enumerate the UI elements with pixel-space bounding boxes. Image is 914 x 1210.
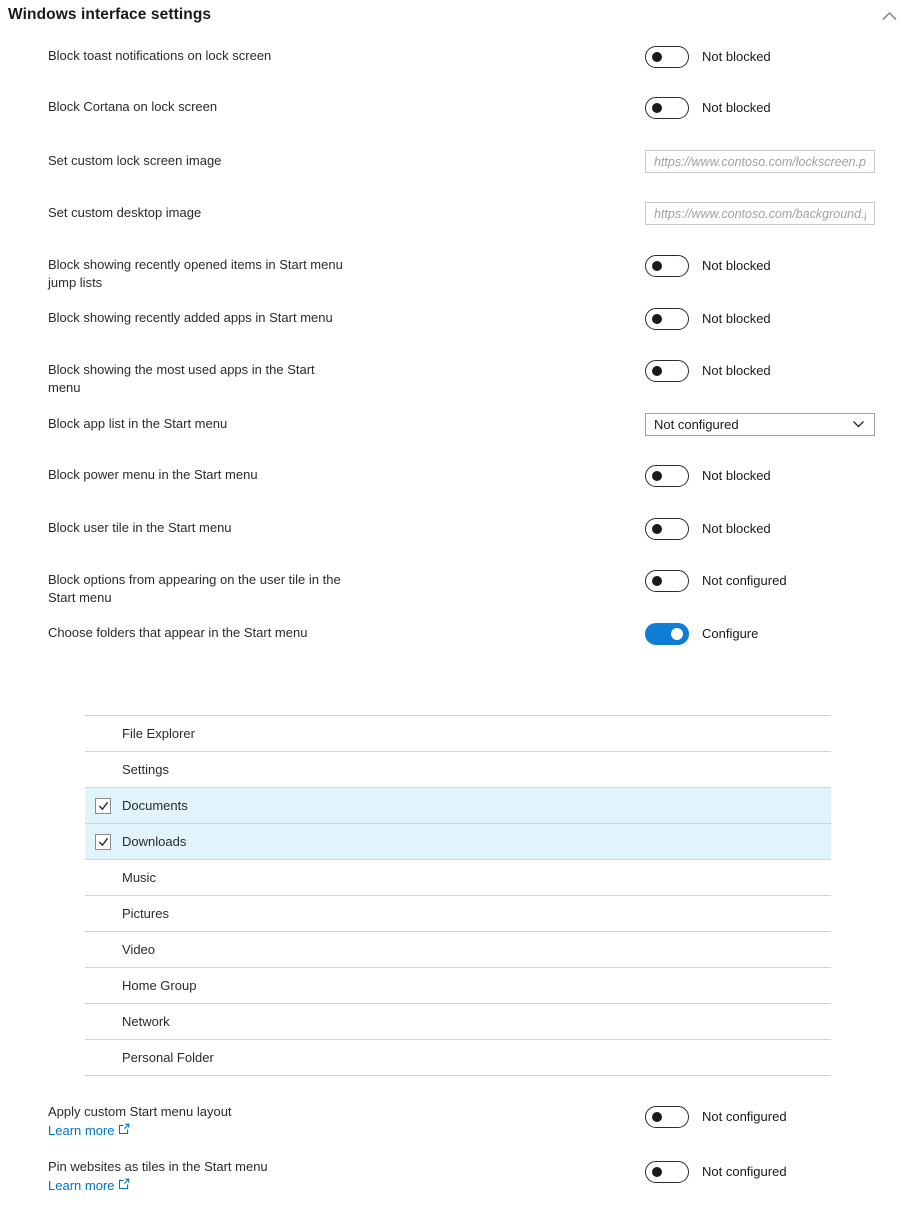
folder-label: Video xyxy=(122,942,156,957)
toggle-status-label: Configure xyxy=(702,626,759,641)
toggle-block-power-menu[interactable] xyxy=(645,465,689,487)
toggle-knob xyxy=(652,103,662,113)
setting-label: Block user tile in the Start menu xyxy=(48,520,232,535)
toggle-knob xyxy=(652,261,662,271)
folder-label: Documents xyxy=(122,798,188,813)
section-title: Windows interface settings xyxy=(8,6,212,23)
learn-more-link[interactable] xyxy=(48,1122,130,1140)
setting-label: Pin websites as tiles in the Start menu xyxy=(48,1159,268,1174)
setting-label: Block Cortana on lock screen xyxy=(48,99,218,114)
toggle-status-label: Not blocked xyxy=(702,100,771,115)
lock-screen-image-url-input[interactable] xyxy=(645,150,875,173)
folder-label: Network xyxy=(122,1014,170,1029)
learn-more-label: Learn more xyxy=(48,1178,115,1193)
setting-label: Apply custom Start menu layout xyxy=(48,1104,232,1119)
toggle-knob xyxy=(652,52,662,62)
toggle-block-user-tile-options[interactable] xyxy=(645,570,689,592)
folder-label: Personal Folder xyxy=(122,1050,214,1065)
toggle-knob xyxy=(652,471,662,481)
toggle-status-label: Not blocked xyxy=(702,258,771,273)
setting-label: Block showing recently opened items in Start menu jump lists xyxy=(48,257,343,290)
toggle-status-label: Not configured xyxy=(702,573,787,588)
folder-label: Downloads xyxy=(122,834,187,849)
folder-row-network[interactable] xyxy=(85,1003,831,1039)
learn-more-link[interactable] xyxy=(48,1177,130,1195)
toggle-block-recently-added[interactable] xyxy=(645,308,689,330)
toggle-block-cortana[interactable] xyxy=(645,97,689,119)
desktop-image-url-input[interactable] xyxy=(645,202,875,225)
toggle-custom-start-layout[interactable] xyxy=(645,1106,689,1128)
toggle-status-label: Not configured xyxy=(702,1164,787,1179)
toggle-status-label: Not blocked xyxy=(702,363,771,378)
folder-label: Music xyxy=(122,870,156,885)
external-link-icon xyxy=(118,1122,130,1140)
toggle-knob xyxy=(652,366,662,376)
start-menu-folders-table xyxy=(85,715,831,1076)
setting-label: Choose folders that appear in the Start menu xyxy=(48,625,308,640)
toggle-block-most-used[interactable] xyxy=(645,360,689,382)
toggle-status-label: Not blocked xyxy=(702,49,771,64)
setting-label: Block options from appearing on the user tile in the Start menu xyxy=(48,572,341,605)
setting-label: Block showing the most used apps in the Start menu xyxy=(48,362,315,395)
folder-label: Home Group xyxy=(122,978,197,993)
folder-row-documents[interactable] xyxy=(85,787,831,823)
chevron-down-icon xyxy=(852,417,865,432)
collapse-section-button[interactable] xyxy=(878,6,900,28)
toggle-block-user-tile[interactable] xyxy=(645,518,689,540)
dropdown-selected-value: Not configured xyxy=(654,417,739,432)
toggle-block-toast-notifications[interactable] xyxy=(645,46,689,68)
toggle-block-jump-lists[interactable] xyxy=(645,255,689,277)
learn-more-label: Learn more xyxy=(48,1123,115,1138)
folder-row-downloads[interactable] xyxy=(85,823,831,859)
toggle-status-label: Not blocked xyxy=(702,311,771,326)
toggle-status-label: Not blocked xyxy=(702,521,771,536)
setting-label: Set custom desktop image xyxy=(48,205,202,220)
setting-label: Set custom lock screen image xyxy=(48,153,222,168)
folder-row-personal-folder[interactable] xyxy=(85,1039,831,1075)
toggle-knob xyxy=(652,314,662,324)
toggle-status-label: Not blocked xyxy=(702,468,771,483)
folder-row-home-group[interactable] xyxy=(85,967,831,1003)
setting-label: Block power menu in the Start menu xyxy=(48,467,258,482)
external-link-icon xyxy=(118,1177,130,1195)
toggle-choose-folders[interactable] xyxy=(645,623,689,645)
folder-label: File Explorer xyxy=(122,726,195,741)
checkbox-checked[interactable] xyxy=(95,798,111,814)
setting-label: Block app list in the Start menu xyxy=(48,416,228,431)
chevron-up-icon xyxy=(881,10,898,25)
folder-row-settings[interactable] xyxy=(85,751,831,787)
setting-label: Block showing recently added apps in Start menu xyxy=(48,310,333,325)
toggle-knob xyxy=(652,1112,662,1122)
toggle-pin-websites[interactable] xyxy=(645,1161,689,1183)
folder-label: Pictures xyxy=(122,906,169,921)
toggle-status-label: Not configured xyxy=(702,1109,787,1124)
folder-row-pictures[interactable] xyxy=(85,895,831,931)
toggle-knob xyxy=(652,1167,662,1177)
folder-label: Settings xyxy=(122,762,169,777)
checkbox-checked[interactable] xyxy=(95,834,111,850)
folder-row-file-explorer[interactable] xyxy=(85,715,831,751)
toggle-knob xyxy=(652,524,662,534)
toggle-knob xyxy=(671,628,683,640)
toggle-knob xyxy=(652,576,662,586)
setting-label: Block toast notifications on lock screen xyxy=(48,48,272,63)
folder-row-video[interactable] xyxy=(85,931,831,967)
block-app-list-dropdown[interactable] xyxy=(645,413,875,436)
folder-row-music[interactable] xyxy=(85,859,831,895)
